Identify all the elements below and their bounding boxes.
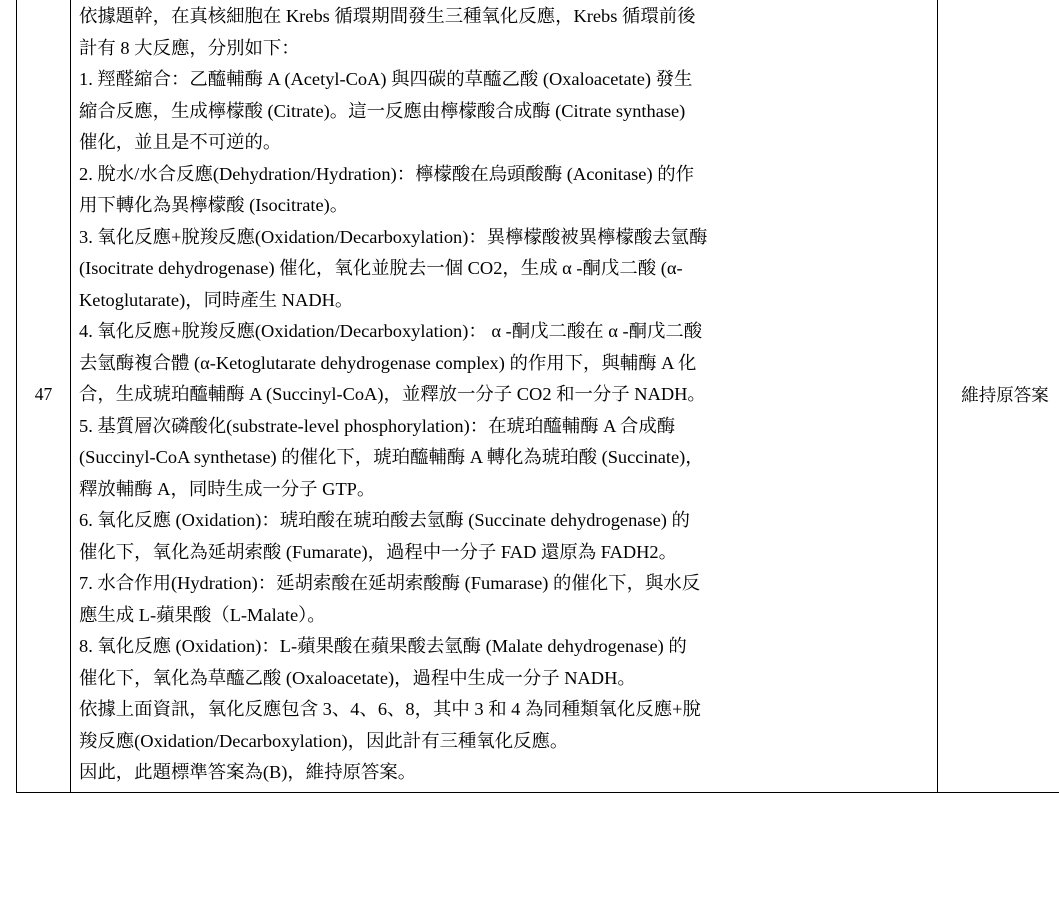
explanation-line: 催化下，氧化為草醯乙酸 (Oxaloacetate)，過程中生成一分子 NADH。: [79, 667, 636, 688]
explanation-line: 1. 羥醛縮合：乙醯輔酶 A (Acetyl-CoA) 與四碳的草醯乙酸 (Oxaloacetate) 發生: [79, 69, 693, 89]
explanation-line: 依據題幹，在真核細胞在 Krebs 循環期間發生三種氧化反應，Krebs 循環前後: [79, 6, 696, 26]
explanation-line: 合，生成琥珀醯輔酶 A (Succinyl-CoA)，並釋放一分子 CO2 和一分子 NADH。: [79, 384, 706, 404]
explanation-line: (Succinyl-CoA synthetase) 的催化下，琥珀醯輔酶 A 轉化為琥珀酸 (Succinate)，: [79, 447, 704, 467]
explanation-line: 6. 氧化反應 (Oxidation)：琥珀酸在琥珀酸去氫酶 (Succinate dehydrogenase) 的: [79, 510, 690, 530]
explanation-line: 5. 基質層次磷酸化(substrate-level phosphorylation)：在琥珀醯輔酶 A 合成酶: [79, 415, 676, 436]
explanation-line: 7. 水合作用(Hydration)：延胡索酸在延胡索酸酶 (Fumarase) 的催化下，與水反: [79, 573, 701, 593]
explanation-line: 催化，並且是不可逆的。: [79, 132, 282, 152]
explanation-line: 3. 氧化反應+脫羧反應(Oxidation/Decarboxylation)：異檸檬酸被異檸檬酸去氫酶: [79, 226, 708, 247]
explanation-line: 計有 8 大反應，分別如下：: [79, 37, 300, 58]
explanation-line: 催化下，氧化為延胡索酸 (Fumarate)，過程中一分子 FAD 還原為 FADH2。: [79, 541, 678, 562]
explanation-line: 釋放輔酶 A，同時生成一分子 GTP。: [79, 478, 376, 499]
question-number: 47: [34, 384, 53, 405]
explanation-line: 4. 氧化反應+脫羧反應(Oxidation/Decarboxylation)： α -酮戊二酸在 α -酮戊二酸: [79, 321, 703, 341]
explanation-cell: [71, 0, 938, 792]
table-row: [17, 0, 1059, 792]
explanation-line: 因此，此題標準答案為(B)，維持原答案。: [79, 762, 417, 782]
explanation-line: 用下轉化為異檸檬酸 (Isocitrate)。: [79, 195, 349, 215]
explanation-line: 8. 氧化反應 (Oxidation)：L-蘋果酸在蘋果酸去氫酶 (Malate dehydrogenase) 的: [79, 636, 687, 656]
question-number-cell: [17, 0, 71, 792]
explanation-line: 應生成 L-蘋果酸（L-Malate）。: [79, 604, 326, 625]
decision-text: 維持原答案: [961, 385, 1049, 406]
explanation-line: 依據上面資訊，氧化反應包含 3、4、6、8，其中 3 和 4 為同種類氧化反應+脫: [79, 699, 701, 719]
explanation-line: 羧反應(Oxidation/Decarboxylation)，因此計有三種氧化反應。: [79, 730, 569, 751]
explanation-line: 縮合反應，生成檸檬酸 (Citrate)。這一反應由檸檬酸合成酶 (Citrate synthase): [79, 100, 686, 121]
decision-cell: [938, 0, 1059, 792]
explanation-line: 去氫酶複合體 (α-Ketoglutarate dehydrogenase complex) 的作用下，與輔酶 A 化: [79, 352, 697, 373]
explanation-text: [79, 1, 931, 789]
explanation-line: 2. 脫水/水合反應(Dehydration/Hydration)：檸檬酸在烏頭酸酶 (Aconitase) 的作: [79, 163, 694, 184]
answer-review-table: [16, 0, 1059, 793]
explanation-line: Ketoglutarate)，同時產生 NADH。: [79, 289, 354, 310]
explanation-line: (Isocitrate dehydrogenase) 催化，氧化並脫去一個 CO2，生成 α -酮戊二酸 (α-: [79, 258, 683, 278]
